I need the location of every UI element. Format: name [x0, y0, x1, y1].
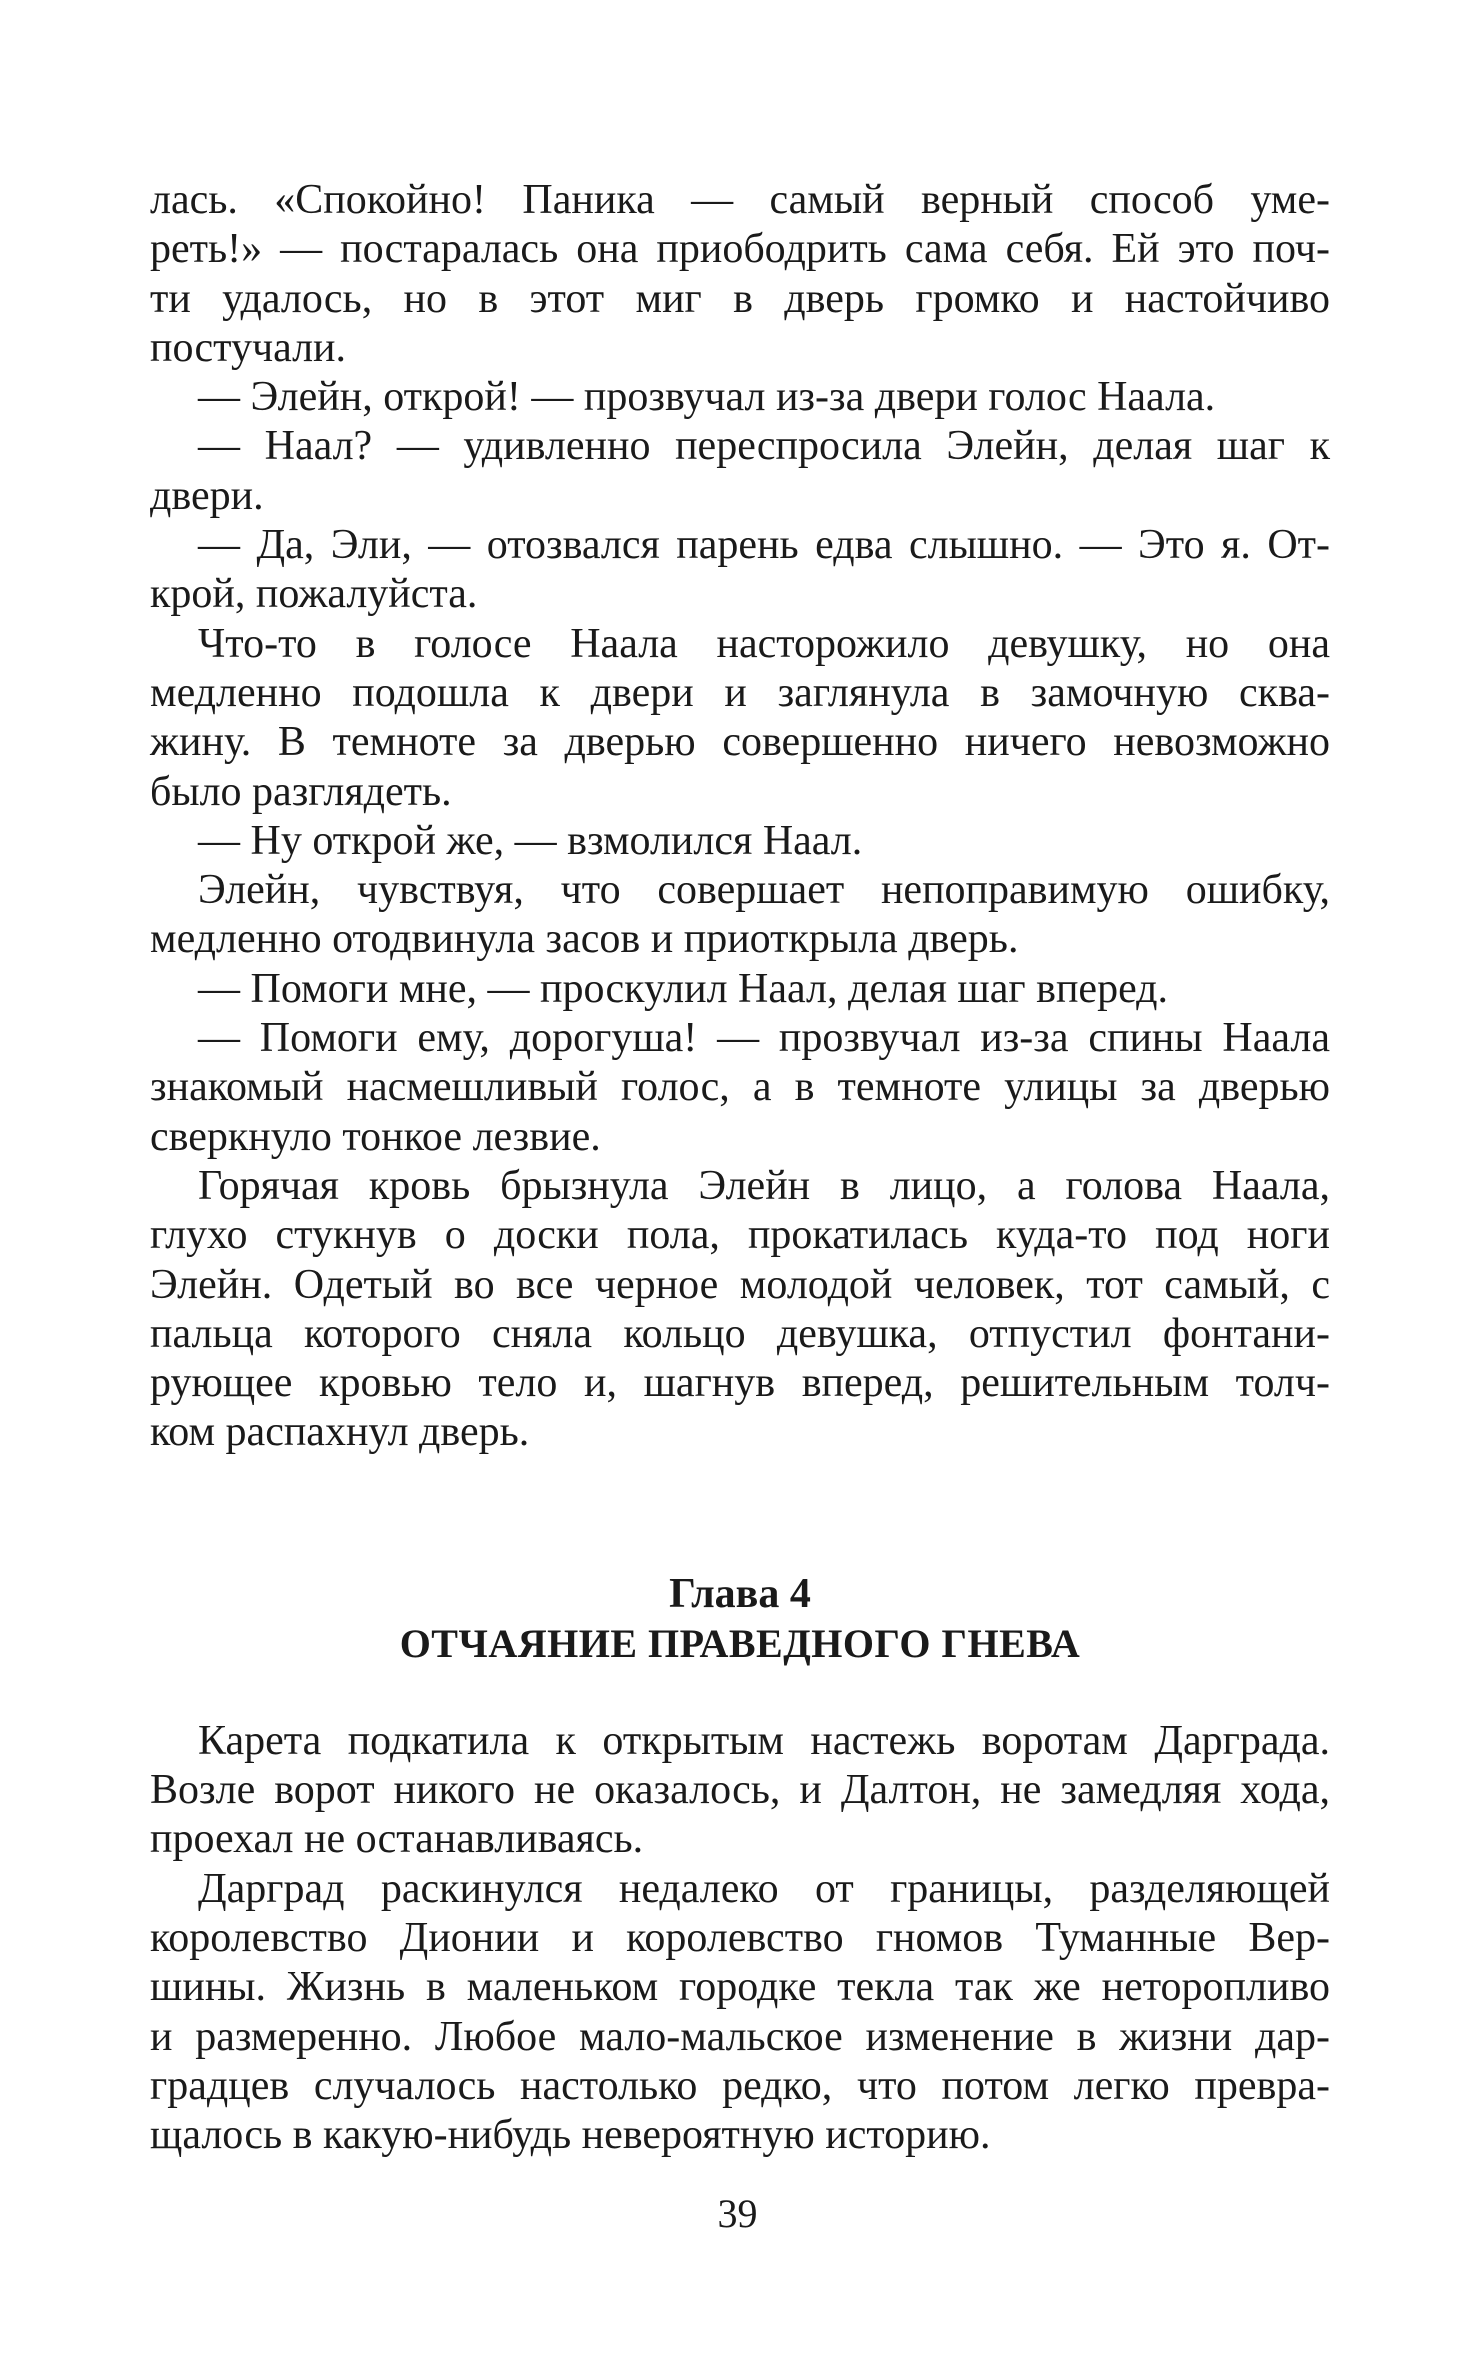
text-line: было разглядеть.	[150, 768, 452, 815]
text-line: и размеренно. Любое мало-мальское изменение в жизни дар-	[150, 2013, 1330, 2060]
text-line: ком распахнул дверь.	[150, 1409, 530, 1456]
text-line: градцев случалось настолько редко, что потом легко превра-	[150, 2062, 1330, 2109]
text-line: королевство Дионии и королевство гномов Туманные Вер-	[150, 1914, 1330, 1961]
text-line: Горячая кровь брызнула Элейн в лицо, а голова Наала,	[198, 1162, 1330, 1209]
text-line: двери.	[150, 472, 264, 519]
body-text-top	[150, 176, 1330, 1458]
text-line: крой, пожалуйста.	[150, 571, 478, 618]
text-line: медленно подошла к двери и заглянула в замочную сква-	[150, 669, 1330, 716]
text-line: Дарград раскинулся недалеко от границы, разделяющей	[198, 1865, 1330, 1912]
page-number: 39	[717, 2191, 758, 2236]
text-line: лась. «Спокойно! Паника — самый верный способ уме-	[150, 177, 1330, 223]
text-line: знакомый насмешливый голос, а в темноте улицы за дверью	[150, 1064, 1330, 1111]
text-line: шины. Жизнь в маленьком городке текла так же неторопливо	[150, 1964, 1330, 2011]
book-page	[150, 176, 1330, 2160]
text-line: постучали.	[150, 324, 347, 371]
text-line: ти удалось, но в этот миг в дверь громко и настойчиво	[150, 275, 1330, 322]
body-text-bottom	[150, 1717, 1330, 2161]
text-line: Возле ворот никого не оказалось, и Далтон, не замедляя хода,	[150, 1767, 1330, 1814]
text-line: — Помоги ему, дорогуша! — прозвучал из-за спины Наала	[198, 1015, 1330, 1062]
text-line: рующее кровью тело и, шагнув вперед, решительным толч-	[150, 1360, 1330, 1407]
text-line: — Да, Эли, — отозвался парень едва слышно. — Это я. От-	[198, 522, 1330, 569]
text-line: медленно отодвинула засов и приоткрыла дверь.	[150, 916, 1019, 963]
text-line: проехал не останавливаясь.	[150, 1816, 644, 1863]
text-line: реть!» — постаралась она приободрить сама себя. Ей это поч-	[150, 226, 1330, 273]
text-line: жину. В темноте за дверью совершенно ничего невозможно	[150, 719, 1330, 766]
text-line: Что-то в голосе Наала насторожило девушку, но она	[198, 620, 1330, 667]
text-line: Элейн, чувствуя, что совершает непоправимую ошибку,	[198, 867, 1330, 914]
text-line: сверкнуло тонкое лезвие.	[150, 1113, 601, 1160]
chapter-number: Глава 4	[669, 1570, 811, 1617]
chapter-gap	[150, 1458, 1330, 1569]
text-line: — Элейн, открой! — прозвучал из-за двери голос Наала.	[198, 374, 1216, 421]
text-line: щалось в какую-нибудь невероятную историю.	[150, 2112, 991, 2159]
text-line: Карета подкатила к открытым настежь воротам Дарграда.	[198, 1717, 1330, 1764]
text-line: глухо стукнув о доски пола, прокатилась куда-то под ноги	[150, 1212, 1330, 1259]
text-line: — Помоги мне, — проскулил Наал, делая шаг вперед.	[198, 965, 1169, 1012]
text-line: пальца которого сняла кольцо девушка, отпустил фонтани-	[150, 1310, 1330, 1357]
chapter-title: ОТЧАЯНИЕ ПРАВЕДНОГО ГНЕВА	[399, 1620, 1081, 1666]
text-line: Элейн. Одетый во все черное молодой человек, тот самый, с	[150, 1261, 1330, 1308]
chapter-title-gap	[150, 1669, 1330, 1717]
text-line: — Наал? — удивленно переспросила Элейн, делая шаг к	[198, 423, 1330, 470]
text-line: — Ну открой же, — взмолился Наал.	[198, 817, 863, 864]
